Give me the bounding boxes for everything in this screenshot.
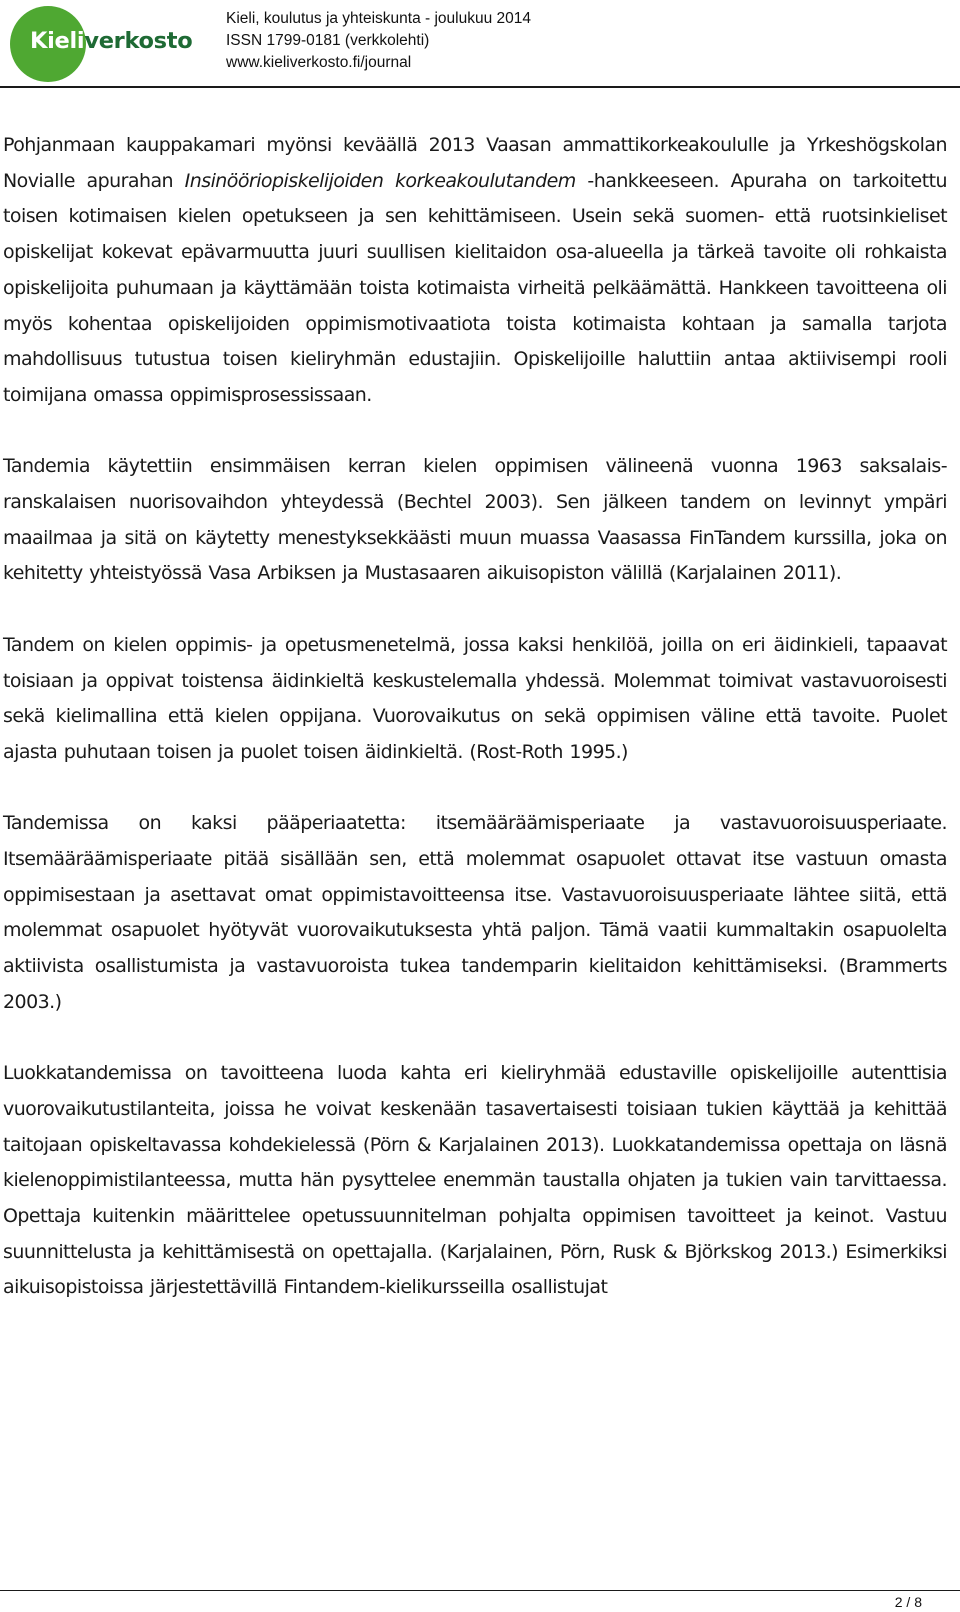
logo-text-kieli: Kieli [30,28,85,54]
footer-divider [0,1590,960,1591]
article-body [3,128,947,1306]
paragraph-5: Luokkatandemissa on tavoitteena luoda kahta eri kieliryhmää edustaville opiskelijoille autenttisia vuorovaikutustilanteita, joissa he voivat keskenään tasavertaisesti toisiaan tukien käyttää ja kehittää taitojaan opiskeltavassa kohdekielessä (Pörn & Karjalainen 2013). Luokkatandemissa opettaja on läsnä kielenoppimistilanteessa, mutta hän pysyttelee enemmän taustalla ohjaten ja tukien vain tarvittaessa. Opettaja kuitenkin määrittelee opetussuunnitelman pohjalta oppimisen tavoitteet ja keinot. Vastuu suunnittelusta ja kehittämisestä on opettajalla. (Karjalainen, Pörn, Rusk & Björkskog 2013.) Esimerkiksi aikuisopistoissa järjestettävillä Fintandem-kielikursseilla osallistujat [3,1062,947,1299]
journal-info [226,8,531,74]
paragraph-3: Tandem on kielen oppimis- ja opetusmenetelmä, jossa kaksi henkilöä, joilla on eri äidinkieli, tapaavat toisiaan ja oppivat toistensa äidinkieltä keskustelemalla yhdessä. Molemmat toimivat vastavuoroisesti sekä kielimallina että kielen oppijana. Vuorovaikutus on sekä oppimisen väline että tavoite. Puolet ajasta puhutaan toisen ja puolet toisen äidinkieltä. (Rost-Roth 1995.) [3,633,947,763]
page-header [0,0,960,90]
paragraph-1-text-b: -hankkeeseen. Apuraha on tarkoitettu toisen kotimaisen kielen opetukseen ja sen kehittämiseen. Usein sekä suomen- että ruotsinkieliset opiskelijat kokevat epävarmuutta juuri suullisen kielitaidon osa-alueella ja tärkeä tavoite oli rohkaista opiskelijoita puhumaan ja käyttämään toista kotimaista virheitä pelkäämättä. Hankkeen tavoitteena oli myös kohentaa opiskelijoiden oppimismotivaatiota toista kotimaista kohtaan ja samalla tarjota mahdollisuus tutustua toisen kieliryhmän edustajiin. Opiskelijoille haluttiin antaa aktiivisempi rooli toimijana omassa oppimisprosessissaan. [3,169,947,406]
project-name-italic: Insinööriopiskelijoiden korkeakoulutandem [184,169,576,192]
journal-issn: ISSN 1799-0181 (verkkolehti) [226,32,430,49]
paragraph-1 [3,128,947,414]
page-number: 2 / 8 [894,1594,922,1610]
logo-text-verkosto: verkosto [84,28,193,54]
kieliverkosto-logo[interactable] [10,6,220,82]
paragraph-4: Tandemissa on kaksi pääperiaatetta: itsemääräämisperiaate ja vastavuoroisuusperiaate. Itsemääräämisperiaate pitää sisällään sen, että molemmat osapuolet ottavat itse vastuun omasta oppimisestaan ja asettavat omat oppimistavoitteensa itse. Vastavuoroisuusperiaate lähtee siitä, että molemmat osapuolet hyötyvät vuorovaikutuksesta yhtä paljon. Tämä vaatii kummaltakin osapuolelta aktiivista osallistumista ja vastavuoroista tukea tandemparin kielitaidon kehittämiseksi. (Brammerts 2003.) [3,812,947,1013]
journal-url[interactable]: www.kieliverkosto.fi/journal [226,54,412,71]
paragraph-1-text-a: Pohjanmaan kauppakamari myönsi keväällä 2013 Vaasan ammattikorkeakoululle ja Yrkeshögskolan Novialle apurahan [3,134,947,192]
header-divider [0,86,960,88]
journal-title: Kieli, koulutus ja yhteiskunta - joulukuu 2014 [226,10,532,27]
logo-wordmark [30,28,192,54]
paragraph-2: Tandemia käytettiin ensimmäisen kerran kielen oppimisen välineenä vuonna 1963 saksalais-ranskalaisen nuorisovaihdon yhteydessä (Bechtel 2003). Sen jälkeen tandem on levinnyt ympäri maailmaa ja sitä on käytetty menestyksekkäästi muun muassa Vaasassa FinTandem kurssilla, joka on kehitetty yhteistyössä Vasa Arbiksen ja Mustasaaren aikuisopiston välillä (Karjalainen 2011). [3,455,947,585]
